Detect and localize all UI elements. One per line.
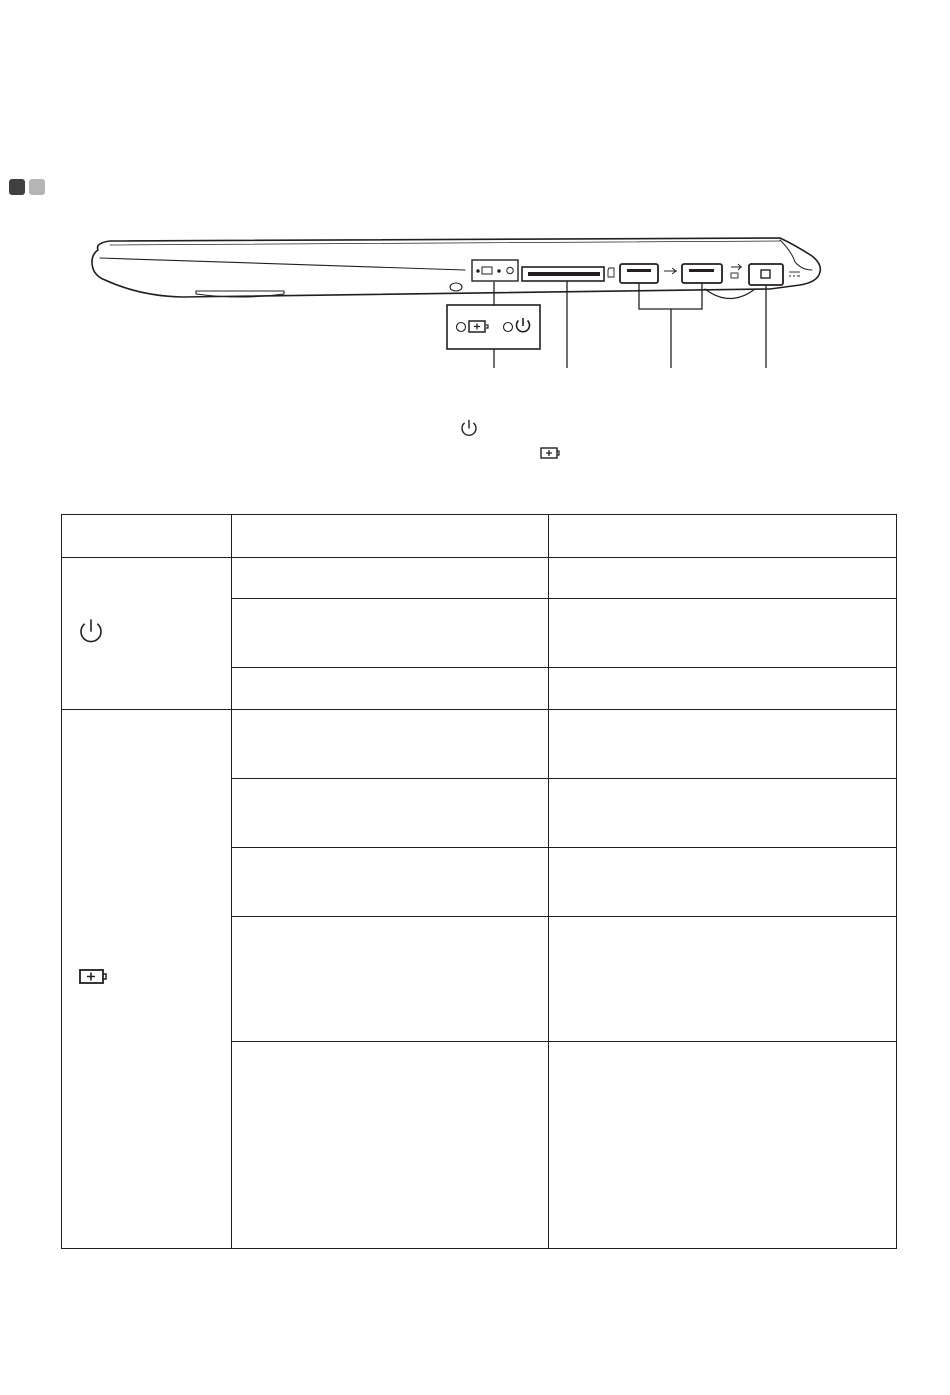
hinge-line (780, 240, 812, 270)
power-status-indicator-icon (507, 267, 513, 273)
table-row (62, 710, 897, 779)
table-cell (232, 848, 549, 917)
battery-status-indicator-icon (482, 267, 492, 274)
table-cell (232, 710, 549, 779)
battery-indicator-cell (62, 710, 232, 1249)
indicator-table (61, 514, 897, 1249)
section-marker-light (29, 179, 45, 195)
table-header (232, 515, 549, 558)
table-cell (232, 599, 549, 668)
table-cell (232, 558, 549, 599)
battery-icon (78, 967, 110, 987)
memory-card-icon (608, 268, 614, 277)
dc-in-port (749, 264, 783, 285)
table-cell (549, 710, 897, 779)
table-cell (549, 917, 897, 1042)
table-cell (232, 779, 549, 848)
usb-port-2 (682, 264, 722, 283)
table-cell (232, 1042, 549, 1249)
table-cell (549, 668, 897, 710)
table-cell (549, 599, 897, 668)
usb-charge-icon (731, 264, 742, 278)
table-row (62, 558, 897, 599)
table-cell (549, 558, 897, 599)
seam-line (110, 241, 780, 245)
usb-icon (664, 268, 677, 274)
power-icon (78, 616, 104, 646)
section-marker-dark (9, 179, 25, 195)
table-header (62, 515, 232, 558)
table-cell (549, 848, 897, 917)
laptop-right-side-view (0, 220, 950, 380)
table-header (549, 515, 897, 558)
indicator-strip (472, 260, 518, 281)
power-icon (459, 418, 479, 438)
table-cell (232, 668, 549, 710)
table-cell (232, 917, 549, 1042)
table-cell (549, 779, 897, 848)
lid-line (100, 258, 465, 270)
callout-line-3 (639, 283, 702, 368)
usb-port-1 (620, 264, 658, 283)
battery-icon (540, 446, 562, 460)
side-button (450, 283, 462, 291)
table-cell (549, 1042, 897, 1249)
power-indicator-cell (62, 558, 232, 710)
dc-in-icon (789, 272, 800, 276)
laptop-chassis (92, 238, 820, 297)
table-header-row (62, 515, 897, 558)
